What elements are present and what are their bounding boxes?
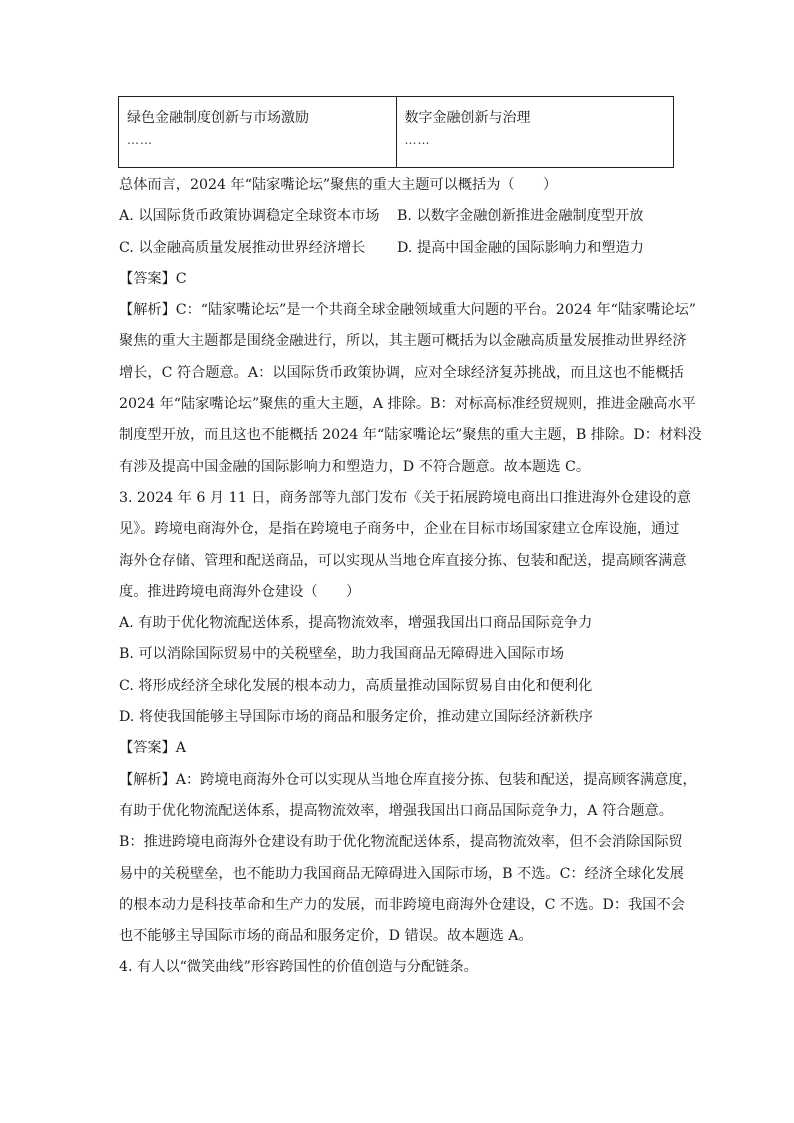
q2-analysis-line: 制度型开放，而且这也不能概括 2024 年“陆家嘴论坛”聚焦的重大主题，B 排除。D：材料没 [119,427,702,444]
q3-analysis-line: 也不能够主导国际市场的商品和服务定价，D 错误。故本题选 A。 [119,928,533,945]
q3-analysis-line: 有助于优化物流配送体系，提高物流效率，增强我国出口商品国际竞争力，A 符合题意。 [119,802,673,819]
cell-ellipsis: …… [127,133,153,147]
table-cell-left [119,97,397,168]
q3-option-a: A. 有助于优化物流配送体系，提高物流效率，增强我国出口商品国际竞争力 [119,615,593,632]
q3-stem-line: 度。推进跨境电商海外仓建设（ ） [119,583,361,600]
table-cell-right [396,97,674,168]
question-body [119,170,702,984]
q2-option-b: B. 以数字金融创新推进金融制度型开放 [397,208,644,225]
cell-ellipsis: …… [404,133,431,147]
q2-option-a: A. 以国际货币政策协调稳定全球资本市场 [119,208,380,225]
q2-analysis-line: 【解析】C：“陆家嘴论坛”是一个共商全球金融领域重大问题的平台。2024 年“陆家嘴论坛” [119,302,697,319]
q3-option-c: C. 将形成经济全球化发展的根本动力，高质量推动国际贸易自由化和便利化 [119,677,593,694]
q2-analysis-line: 有涉及提高中国金融的国际影响力和塑造力，D 不符合题意。故本题选 C。 [119,458,591,475]
q3-option-d: D. 将使我国能够主导国际市场的商品和服务定价，推动建立国际经济新秩序 [119,709,593,726]
q2-analysis-line: 2024 年“陆家嘴论坛”聚焦的重大主题，A 排除。B：对标高标准经贸规则，推进金融高水平 [119,396,696,413]
q2-option-d: D. 提高中国金融的国际影响力和塑造力 [397,239,644,256]
q2-analysis-line: 增长，C 符合题意。A：以国际货币政策协调，应对全球经济复苏挑战，而且这也不能概括 [119,364,684,381]
q3-answer: 【答案】A [119,740,186,757]
q2-options-row-2 [119,233,679,264]
q2-option-c: C. 以金融高质量发展推动世界经济增长 [119,239,366,256]
q2-analysis-line: 聚焦的重大主题都是围绕金融进行，所以，其主题可概括为以金融高质量发展推动世界经济 [119,333,687,350]
forum-topics-table [118,96,674,168]
q3-option-b: B. 可以消除国际贸易中的关税壁垒，助力我国商品无障碍进入国际市场 [119,646,565,663]
q4-stem: 4. 有人以“微笑曲线”形容跨国性的价值创造与分配链条。 [119,959,478,976]
q3-analysis-line: 易中的关税壁垒，也不能助力我国商品无障碍进入国际市场，B 不选。C：经济全球化发展 [119,865,684,882]
q3-analysis-line: 【解析】A：跨境电商海外仓可以实现从当地仓库直接分拣、包装和配送，提高顾客满意度， [119,771,697,788]
q3-stem-line: 3. 2024 年 6 月 11 日，商务部等九部门发布《关于拓展跨境电商出口推进海外仓建设的意 [119,489,691,506]
q3-analysis-line: 的根本动力是科技革命和生产力的发展，而非跨境电商海外仓建设，C 不选。D：我国不会 [119,896,685,913]
table-row [119,97,674,168]
q2-answer: 【答案】C [119,270,187,287]
q2-stem: 总体而言，2024 年“陆家嘴论坛”聚焦的重大主题可以概括为（ ） [119,177,558,193]
q3-analysis-line: B：推进跨境电商海外仓建设有助于优化物流配送体系，提高物流效率，但不会消除国际贸 [119,834,683,851]
cell-title: 数字金融创新与治理 [404,110,531,126]
cell-title: 绿色金融制度创新与市场激励 [127,110,309,126]
q2-options-row-1 [119,201,679,232]
q3-stem-line: 海外仓存储、管理和配送商品，可以实现从当地仓库直接分拣、包装和配送，提高顾客满意 [119,552,687,569]
q3-stem-line: 见》。跨境电商海外仓，是指在跨境电子商务中，企业在目标市场国家建立仓库设施，通过 [119,521,680,538]
